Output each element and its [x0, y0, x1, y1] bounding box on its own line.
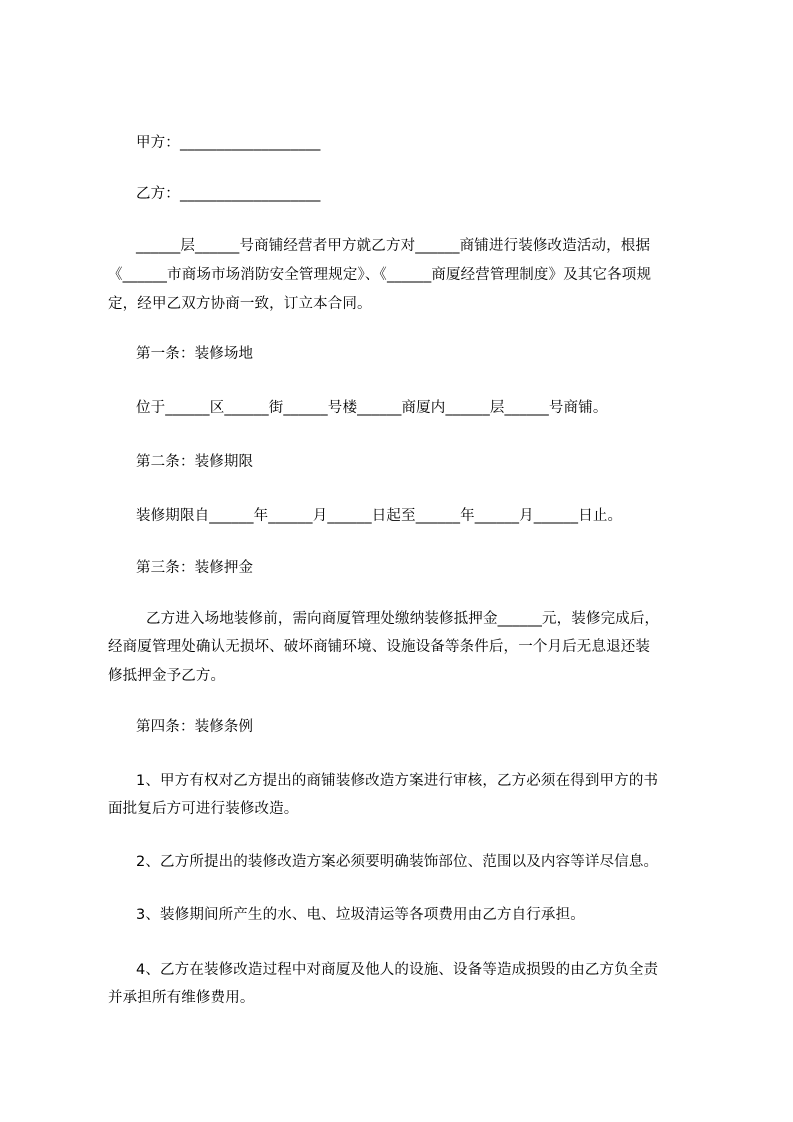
- article4-item-1-line-2: 面批复后方可进行装修改造。: [108, 801, 299, 817]
- article2-body: 装修期限自______年______月______日起至______年______月______日止。: [136, 508, 623, 524]
- article1-title: 第一条：装修场地: [136, 346, 254, 362]
- article1-body: 位于______区______街______号楼______商厦内______层______号商铺。: [136, 400, 608, 416]
- article3-body-line-2: 经商厦管理处确认无损坏、破坏商铺环境、设施设备等条件后，一个月后无息退还装: [108, 639, 651, 655]
- intro-line-2: 《______市商场市场消防安全管理规定》、《______商厦经营管理制度》及其它各项规: [108, 267, 652, 283]
- article4-item-4-line-2: 并承担所有维修费用。: [108, 990, 255, 1006]
- article4-item-3: 3、装修期间所产生的水、电、垃圾清运等各项费用由乙方自行承担。: [136, 907, 585, 923]
- article3-title: 第三条：装修押金: [136, 560, 254, 576]
- article4-item-4-line-1: 4、乙方在装修改造过程中对商厦及他人的设施、设备等造成损毁的由乙方负全责: [136, 962, 659, 978]
- intro-line-3: 定，经甲乙双方协商一致，订立本合同。: [108, 296, 372, 312]
- article2-title: 第二条：装修期限: [136, 454, 254, 470]
- intro-line-1: ______层______号商铺经营者甲方就乙方对______商铺进行装修改造活动，根据: [136, 238, 651, 254]
- article4-item-2: 2、乙方所提出的装修改造方案必须要明确装饰部位、范围以及内容等详尽信息。: [136, 854, 659, 870]
- article3-body-line-1: 乙方进入场地装修前，需向商厦管理处缴纳装修抵押金______元，装修完成后，: [146, 611, 660, 627]
- article4-item-1-line-1: 1、甲方有权对乙方提出的商铺装修改造方案进行审核，乙方必须在得到甲方的书: [136, 773, 659, 789]
- party-b-line: 乙方：___________________: [136, 186, 321, 202]
- article3-body-line-3: 修抵押金予乙方。: [108, 668, 226, 684]
- article4-title: 第四条：装修条例: [136, 719, 254, 735]
- party-a-line: 甲方：___________________: [136, 135, 321, 151]
